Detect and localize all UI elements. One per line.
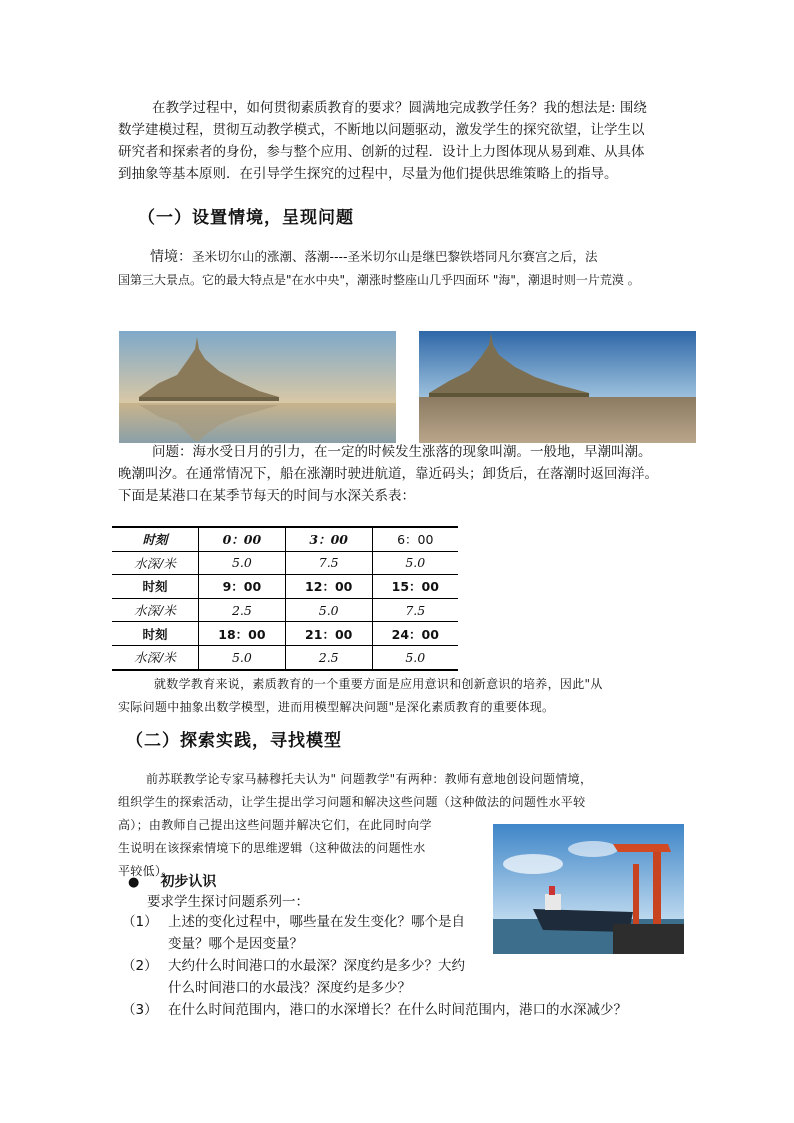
quote-line-5: 平较低）。 — [118, 864, 174, 878]
problem-line-3: 下面是某港口在某季节每天的时间与水深关系表： — [118, 488, 415, 504]
tide-table — [112, 526, 458, 671]
problem-line-1: 海水受日月的引力，在一定的时候发生涨落的现象叫潮。一般地，早潮叫潮。 — [192, 444, 652, 460]
table-cell: 5.0 — [199, 645, 286, 669]
after-table-line-1: 就数学教育来说，素质教育的一个重要方面是应用意识和创新意识的培养，因此"从 — [154, 677, 603, 691]
question-line-1: 上述的变化过程中，哪些量在发生变化？哪个是自 — [168, 914, 465, 930]
question-line-2: 什么时间港口的水最浅？深度约是多少？ — [168, 980, 411, 996]
intro-line-3: 研究者和探索者的身份，参与整个应用、创新的过程．设计上力图体现从易到难、从具体 — [118, 144, 645, 160]
quote-line-2: 组织学生的探索活动，让学生提出学习问题和解决这些问题（这种做法的问题性水平较 — [118, 795, 586, 809]
intro-line-1: 在教学过程中，如何贯彻素质教育的要求？圆满地完成教学任务？我的想法是: 围绕 — [152, 100, 647, 116]
problem-line-2: 晚潮叫汐。在通常情况下，船在涨潮时驶进航道，靠近码头；卸货后，在落潮时返回海洋。 — [118, 466, 658, 482]
table-cell: 0：00 — [199, 527, 286, 551]
photo-high-tide — [119, 331, 396, 443]
table-cell: 时刻 — [112, 622, 199, 646]
question-line-1: 大约什么时间港口的水最深？深度约是多少？大约 — [168, 958, 465, 974]
table-cell: 5.0 — [199, 551, 286, 575]
section-2-heading: （二）探索实践，寻找模型 — [126, 731, 342, 751]
scenario-line-1: 圣米切尔山的涨潮、落潮----圣米切尔山是继巴黎铁塔同凡尔赛宫之后，法 — [192, 249, 598, 264]
quote-line-4: 生说明在该探索情境下的思维逻辑（这种做法的问题性水 — [118, 841, 426, 855]
table-row — [112, 598, 458, 622]
quote-line-3: 高）；由教师自己提出这些问题并解决它们，在此同时向学 — [118, 818, 432, 832]
after-table-paragraph — [118, 673, 698, 719]
initial-title: 初步认识 — [160, 874, 217, 890]
table-cell: 18：00 — [199, 622, 286, 646]
table-cell: 5.0 — [285, 598, 372, 622]
question-number: （2） — [122, 958, 158, 974]
question-line-2: 变量？哪个是因变量？ — [168, 936, 303, 952]
table-cell: 时刻 — [112, 527, 199, 551]
initial-heading — [128, 871, 216, 891]
list-item — [122, 955, 702, 999]
question-number: （3） — [122, 1002, 158, 1018]
table-cell: 12：00 — [285, 575, 372, 599]
table-row — [112, 551, 458, 575]
table-cell: 7.5 — [285, 551, 372, 575]
table-cell: 21：00 — [285, 622, 372, 646]
initial-subtitle: 要求学生探讨问题系列一： — [147, 894, 309, 910]
table-cell: 水深/米 — [112, 551, 199, 575]
table-cell: 水深/米 — [112, 645, 199, 669]
scenario-line-2: 国第三大景点。它的最大特点是"在水中央"，潮涨时整座山几乎四面环 "海"，潮退时则一片荒漠 。 — [118, 273, 640, 287]
table-cell: 6：00 — [372, 527, 458, 551]
scenario-label: 情境： — [150, 249, 192, 265]
table-cell: 5.0 — [372, 645, 458, 669]
photo-low-tide — [419, 331, 696, 443]
after-table-line-2: 实际问题中抽象出数学模型，进而用模型解决问题"是深化素质教育的重要体现。 — [118, 700, 555, 714]
table-cell: 9：00 — [199, 575, 286, 599]
list-item — [122, 999, 702, 1021]
list-item — [122, 911, 702, 955]
table-row — [112, 622, 458, 646]
table-cell: 5.0 — [372, 551, 458, 575]
bullet-icon: ● — [128, 875, 140, 890]
question-line-1: 在什么时间范围内，港口的水深增长？在什么时间范围内，港口的水深减少？ — [168, 1002, 627, 1018]
table-cell: 2.5 — [285, 645, 372, 669]
intro-line-4: 到抽象等基本原则．在引导学生探究的过程中，尽量为他们提供思维策略上的指导。 — [118, 166, 618, 182]
section-1-heading: （一）设置情境，呈现问题 — [138, 208, 354, 228]
intro-line-2: 数学建模过程，贯彻互动教学模式，不断地以问题驱动，激发学生的探究欲望，让学生以 — [118, 122, 645, 138]
table-cell: 3：00 — [285, 527, 372, 551]
table-cell: 24：00 — [372, 622, 458, 646]
table-row — [112, 575, 458, 599]
table-row — [112, 527, 458, 551]
table-row — [112, 645, 458, 669]
table-cell: 2.5 — [199, 598, 286, 622]
table-cell: 15：00 — [372, 575, 458, 599]
table-cell: 7.5 — [372, 598, 458, 622]
question-list — [122, 911, 702, 1021]
scenario-paragraph — [118, 246, 688, 291]
problem-label: 问题： — [152, 444, 193, 460]
quote-line-1: 前苏联教学论专家马赫穆托夫认为" 问题教学"有两种：教师有意地创设问题情境， — [146, 772, 593, 786]
table-cell: 水深/米 — [112, 598, 199, 622]
problem-paragraph — [118, 441, 698, 507]
table-cell: 时刻 — [112, 575, 199, 599]
intro-paragraph — [118, 97, 678, 185]
question-number: （1） — [122, 914, 158, 930]
